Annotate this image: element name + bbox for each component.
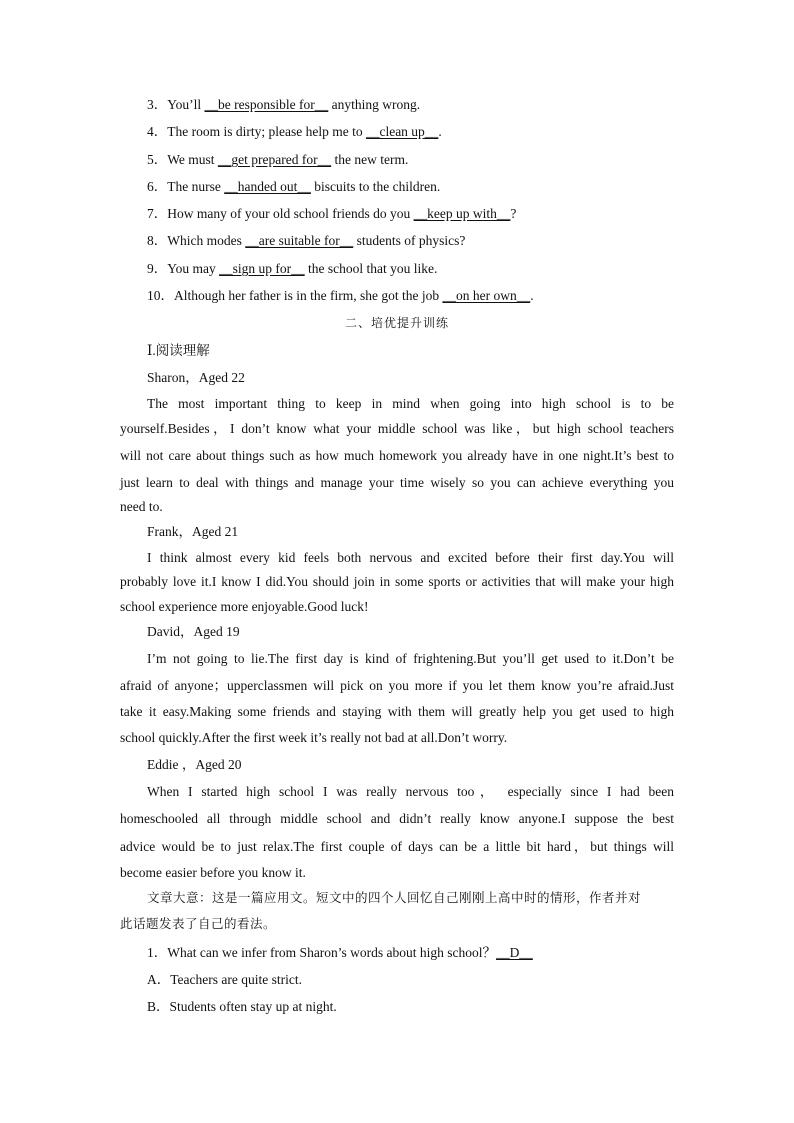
passage-line: just learn to deal with things and manage your time wisely so you can achieve everything you <box>120 475 674 490</box>
passage-line: When I started high school I was really nervous too， especially since I had been <box>147 784 674 799</box>
fill-in-item <box>147 205 674 223</box>
answer-blank: __be responsible for__ <box>204 97 329 112</box>
passage-line: I’m not going to lie.The first day is kind of frightening.But you’ll get used to it.Don’t be <box>147 651 674 666</box>
fill-in-item <box>147 287 674 305</box>
reading-heading: Ⅰ.阅读理解 <box>147 343 210 358</box>
speaker-name: David，Aged 19 <box>147 624 240 639</box>
item-text: 10．Although her father is in the firm, she got the job <box>147 288 443 303</box>
passage-line: school quickly.After the first week it’s really not bad at all.Don’t worry. <box>120 730 508 745</box>
item-text: 9．You may <box>147 261 220 276</box>
item-text: 3．You’ll <box>147 97 205 112</box>
answer-blank: __keep up with__ <box>413 206 511 221</box>
answer-blank: __clean up__ <box>365 124 439 139</box>
fill-in-item <box>147 260 674 278</box>
passage-line: become easier before you know it. <box>120 865 306 880</box>
fill-in-item <box>147 178 674 196</box>
answer-blank: __on her own__ <box>442 288 531 303</box>
fill-in-item <box>147 96 674 114</box>
item-text: . <box>530 288 534 303</box>
item-text: 4．The room is dirty; please help me to <box>147 124 366 139</box>
summary-line: 此话题发表了自己的看法。 <box>120 917 277 931</box>
answer-blank: __are suitable for__ <box>245 233 354 248</box>
answer-blank: __D__ <box>496 945 533 960</box>
item-text: 8．Which modes <box>147 233 246 248</box>
item-text: anything wrong. <box>328 97 421 112</box>
passage-line: The most important thing to keep in mind when going into high school is to be <box>147 396 674 411</box>
answer-blank: __get prepared for__ <box>217 152 332 167</box>
speaker-name: Sharon，Aged 22 <box>147 370 245 385</box>
passage-line: afraid of anyone；upperclassmen will pick on you more if you let them know you’re afraid.Just <box>120 678 674 693</box>
option-b: B．Students often stay up at night. <box>147 999 337 1014</box>
answer-blank: __sign up for__ <box>219 261 305 276</box>
item-text: biscuits to the children. <box>310 179 441 194</box>
item-text: 7．How many of your old school friends do you <box>147 206 414 221</box>
passage-line: probably love it.I know I did.You should join in some sports or activities that will make your high <box>120 574 674 589</box>
item-text: the new term. <box>331 152 409 167</box>
item-text: the school that you like. <box>304 261 438 276</box>
item-text: 6．The nurse <box>147 179 225 194</box>
question-stem <box>147 944 674 962</box>
passage-line: I think almost every kid feels both nervous and excited before their first day.You will <box>147 550 674 565</box>
passage-line: need to. <box>120 499 163 514</box>
passage-line: advice would be to just relax.The first couple of days can be a little bit hard，but things will <box>120 839 674 854</box>
passage-line: will not care about things such as how much homework you already have in one night.It’s best to <box>120 448 674 463</box>
fill-in-item <box>147 123 674 141</box>
passage-line: homeschooled all through middle school and didn’t really know anyone.I suppose the best <box>120 811 674 826</box>
passage-line: take it easy.Making some friends and staying with them will greatly help you get used to high <box>120 704 674 719</box>
item-text: 5．We must <box>147 152 218 167</box>
speaker-name: Frank，Aged 21 <box>147 524 239 539</box>
speaker-name: Eddie ，Aged 20 <box>147 757 242 772</box>
option-a: A．Teachers are quite strict. <box>147 972 302 987</box>
passage-line: yourself.Besides，I don’t know what your middle school was like，but high school teachers <box>120 421 674 436</box>
item-text: . <box>438 124 442 139</box>
item-text: students of physics? <box>353 233 466 248</box>
question-text: 1．What can we infer from Sharon’s words about high school？ <box>147 945 497 960</box>
item-text: ? <box>510 206 517 221</box>
fill-in-item <box>147 151 674 169</box>
answer-blank: __handed out__ <box>224 179 311 194</box>
section-title: 二、培优提升训练 <box>344 316 449 330</box>
summary-line: 文章大意：这是一篇应用文。短文中的四个人回忆自己刚刚上高中时的情形，作者并对 <box>147 891 642 905</box>
fill-in-item <box>147 232 674 250</box>
passage-line: school experience more enjoyable.Good luck! <box>120 599 369 614</box>
